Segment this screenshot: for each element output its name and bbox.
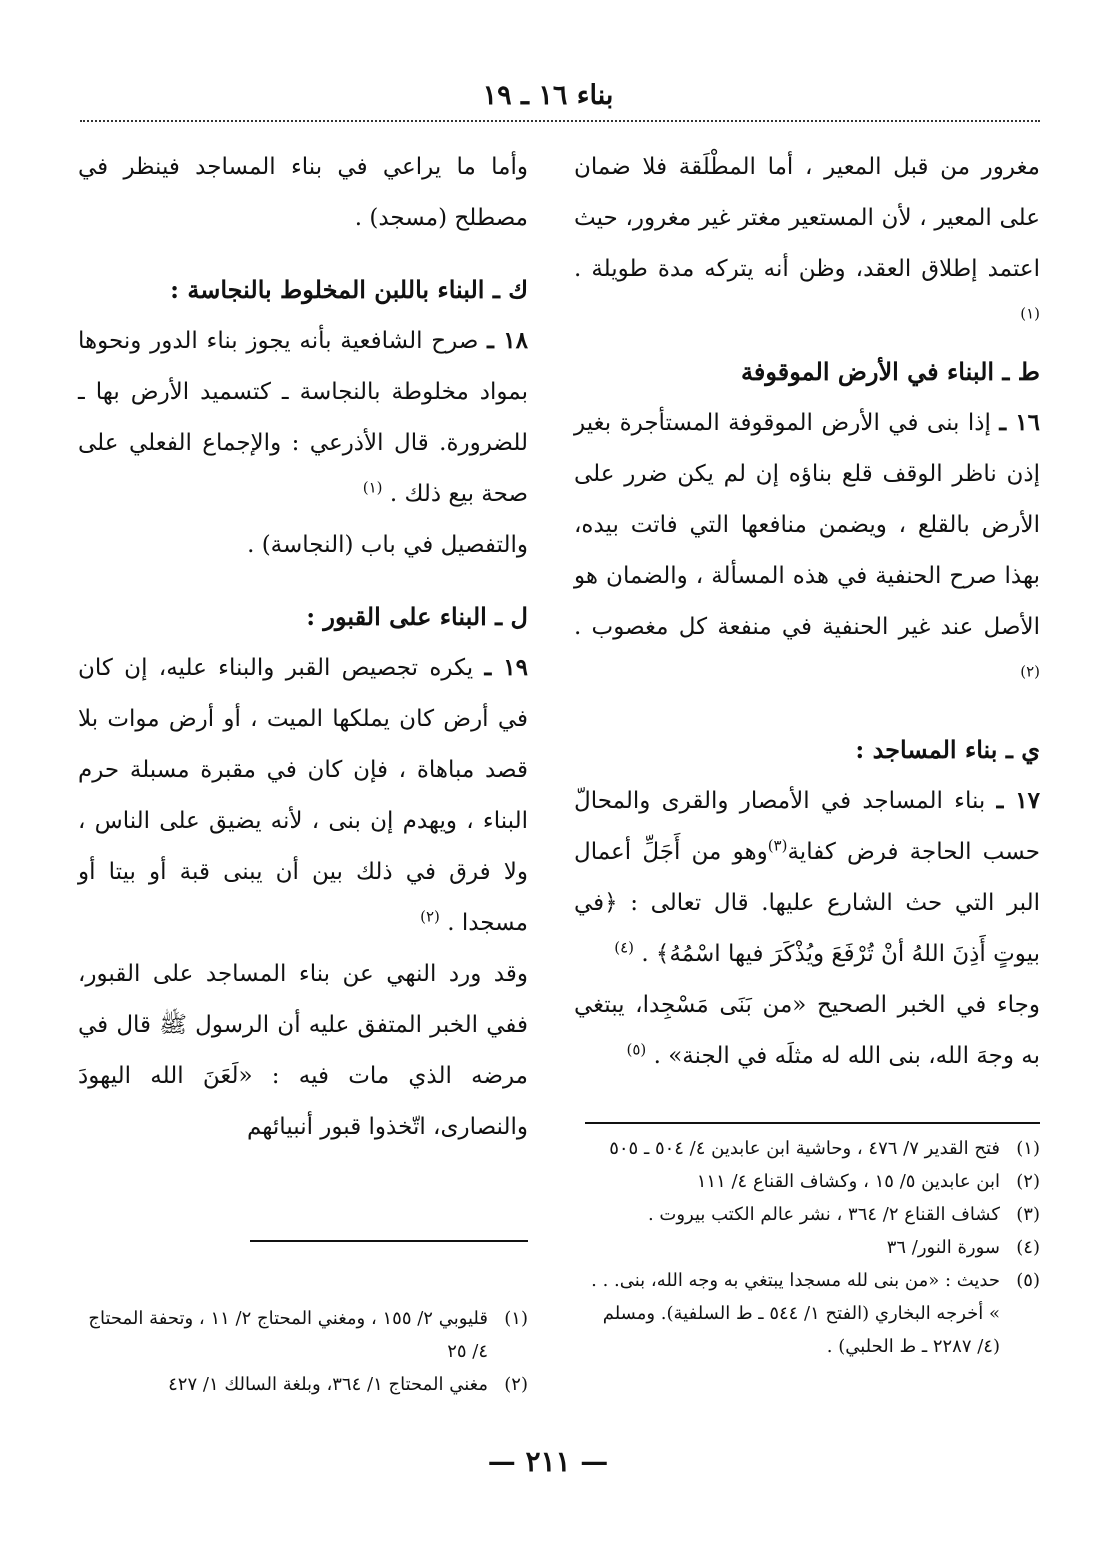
- footnote-text: كشاف القناع ٢/ ٣٦٤ ، نشر عالم الكتب بيروت .: [647, 1204, 1000, 1225]
- page-number: — ٢١١ —: [487, 1445, 609, 1478]
- footnote-ref: (٣): [767, 836, 788, 855]
- paragraph-18-detail: والتفصيل في باب (النجاسة) .: [247, 532, 528, 558]
- paragraph-17: [574, 775, 1040, 980]
- paragraph-17-hadith: [574, 980, 1040, 1082]
- paragraph-masajid-ref: وأما ما يراعي في بناء المساجد فينظر في مصطلح (مسجد) .: [78, 154, 528, 231]
- footnote-text: ابن عابدين ٥/ ١٥ ، وكشاف القناع ٤/ ١١١: [696, 1171, 1000, 1192]
- paragraph-16: [574, 397, 1040, 704]
- footnote-separator-left: [250, 1240, 528, 1242]
- paragraph-number: ١٩ ـ: [484, 654, 528, 681]
- paragraph-continuation: [574, 142, 1040, 346]
- section-heading-lam: ل ـ البناء على القبور :: [306, 602, 528, 631]
- footnotes-left: [78, 1302, 528, 1401]
- paragraph-text: مغرور من قبل المعير ، أما المطْلَقة فلا ضمان على المعير ، لأن المستعير مغتر غير مغرور، حيث اعتمد إطلاق العقد، وظن أنه يتركه مدة طويلة .: [574, 154, 1040, 282]
- paragraph-text: وجاء في الخبر الصحيح «من بَنَى مَسْجِدا، يبتغي به وجهَ الله، بنى الله له مثلَه في الجنة» .: [574, 992, 1040, 1069]
- footnote-number: (٢): [504, 1374, 528, 1395]
- paragraph-18: [78, 315, 528, 520]
- header-dotted-rule: [80, 120, 1040, 122]
- footnote-number: (١): [1016, 1138, 1040, 1159]
- footnote-number: (١): [504, 1308, 528, 1329]
- paragraph-text: بناء المساجد في الأمصار والقرى والمحالّ حسب الحاجة فرض كفاية: [574, 788, 1040, 865]
- footnote-number: (٢): [1016, 1171, 1040, 1192]
- footnote-ref: (٢): [420, 907, 440, 926]
- footnote-number: (٣): [1016, 1204, 1040, 1225]
- footnote-text: حديث : «من بنى لله مسجدا يبتغي به وجه الله، بنى. . . » أخرجه البخاري (الفتح ١/ ٥٤٤ ـ ط السلفية). ومسلم (٤/ ٢٢٨٧ ـ ط الحلبي) .: [591, 1270, 1000, 1357]
- footnote-ref: (٥): [626, 1040, 647, 1059]
- footnote-ref: (٢): [1020, 662, 1040, 681]
- paragraph-19-hadith: وقد ورد النهي عن بناء المساجد على القبور، ففي الخبر المتفق عليه أن الرسول ﷺ قال في مرضه الذي مات فيه : «لَعَنَ الله اليهودَ والنصارى، اتّخذوا قبور أنبيائهم: [78, 961, 528, 1140]
- footnote-text: مغني المحتاج ١/ ٣٦٤، وبلغة السالك ١/ ٤٢٧: [168, 1374, 488, 1395]
- section-heading-ya: ي ـ بناء المساجد :: [855, 735, 1040, 764]
- footnote-separator-right: [585, 1122, 1040, 1124]
- footnote-item: [78, 1368, 528, 1401]
- footnote-ref: (١): [1020, 304, 1040, 323]
- paragraph-19: [78, 642, 528, 949]
- section-heading-ta: ط ـ البناء في الأرض الموقوفة: [741, 357, 1040, 386]
- footnote-item: [78, 1302, 528, 1368]
- footnote-number: (٤): [1016, 1237, 1040, 1258]
- footnote-item: [578, 1132, 1040, 1165]
- footnote-text: سورة النور/ ٣٦: [886, 1237, 1000, 1258]
- paragraph-number: ١٧ ـ: [996, 787, 1041, 814]
- footnote-text: فتح القدير ٧/ ٤٧٦ ، وحاشية ابن عابدين ٤/ ٥٠٤ ـ ٥٠٥: [609, 1138, 1000, 1159]
- footnote-text: قليوبي ٢/ ١٥٥ ، ومغني المحتاج ٢/ ١١ ، وتحفة المحتاج ٤/ ٢٥: [88, 1308, 488, 1362]
- right-column: [574, 142, 1040, 1082]
- paragraph-text: يكره تجصيص القبر والبناء عليه، إن كان في أرض كان يملكها الميت ، أو أرض موات بلا قصد مباهاة ، فإن كان في مقبرة مسبلة حرم البناء ، ويهدم إن بنى ، لأنه يضيق على الناس ، ولا فرق في ذلك بين أن يبنى قبة أو بيتا أو مسجدا .: [78, 655, 528, 936]
- section-heading-kaf: ك ـ البناء باللبن المخلوط بالنجاسة :: [170, 275, 528, 304]
- footnote-item: [578, 1165, 1040, 1198]
- paragraph-number: ١٨ ـ: [487, 327, 529, 354]
- paragraph-text: صرح الشافعية بأنه يجوز بناء الدور ونحوها بمواد مخلوطة بالنجاسة ـ كتسميد الأرض بها ـ للضرورة. قال الأذرعي : والإجماع الفعلي على صحة بيع ذلك .: [78, 328, 528, 507]
- footnote-item: [578, 1198, 1040, 1231]
- paragraph-number: ١٦ ـ: [999, 409, 1041, 436]
- footnotes-right: [578, 1132, 1040, 1363]
- running-title: بناء ١٦ ـ ١٩: [482, 80, 614, 111]
- paragraph-text: إذا بنى في الأرض الموقوفة المستأجرة بغير إذن ناظر الوقف قلع بناؤه إن لم يكن ضرر على الأرض بالقلع ، ويضمن منافعها التي فاتت بيده، بهذا صرح الحنفية في هذه المسألة ، والضمان هو الأصل عند غير الحنفية في منفعة كل مغصوب .: [574, 410, 1040, 640]
- paragraph-text: وهو من أَجَلِّ أعمال البر التي حث الشارع عليها. قال تعالى : ﴿في بيوتٍ أَذِنَ اللهُ أنْ تُرْفَعَ ويُذْكَرَ فيها اسْمُهُ﴾ .: [574, 839, 1040, 967]
- footnote-item: [578, 1264, 1040, 1363]
- footnote-item: [578, 1231, 1040, 1264]
- footnote-ref: (١): [362, 478, 383, 497]
- left-column: [78, 142, 528, 1153]
- footnote-ref: (٤): [614, 938, 634, 957]
- footnote-number: (٥): [1016, 1270, 1040, 1291]
